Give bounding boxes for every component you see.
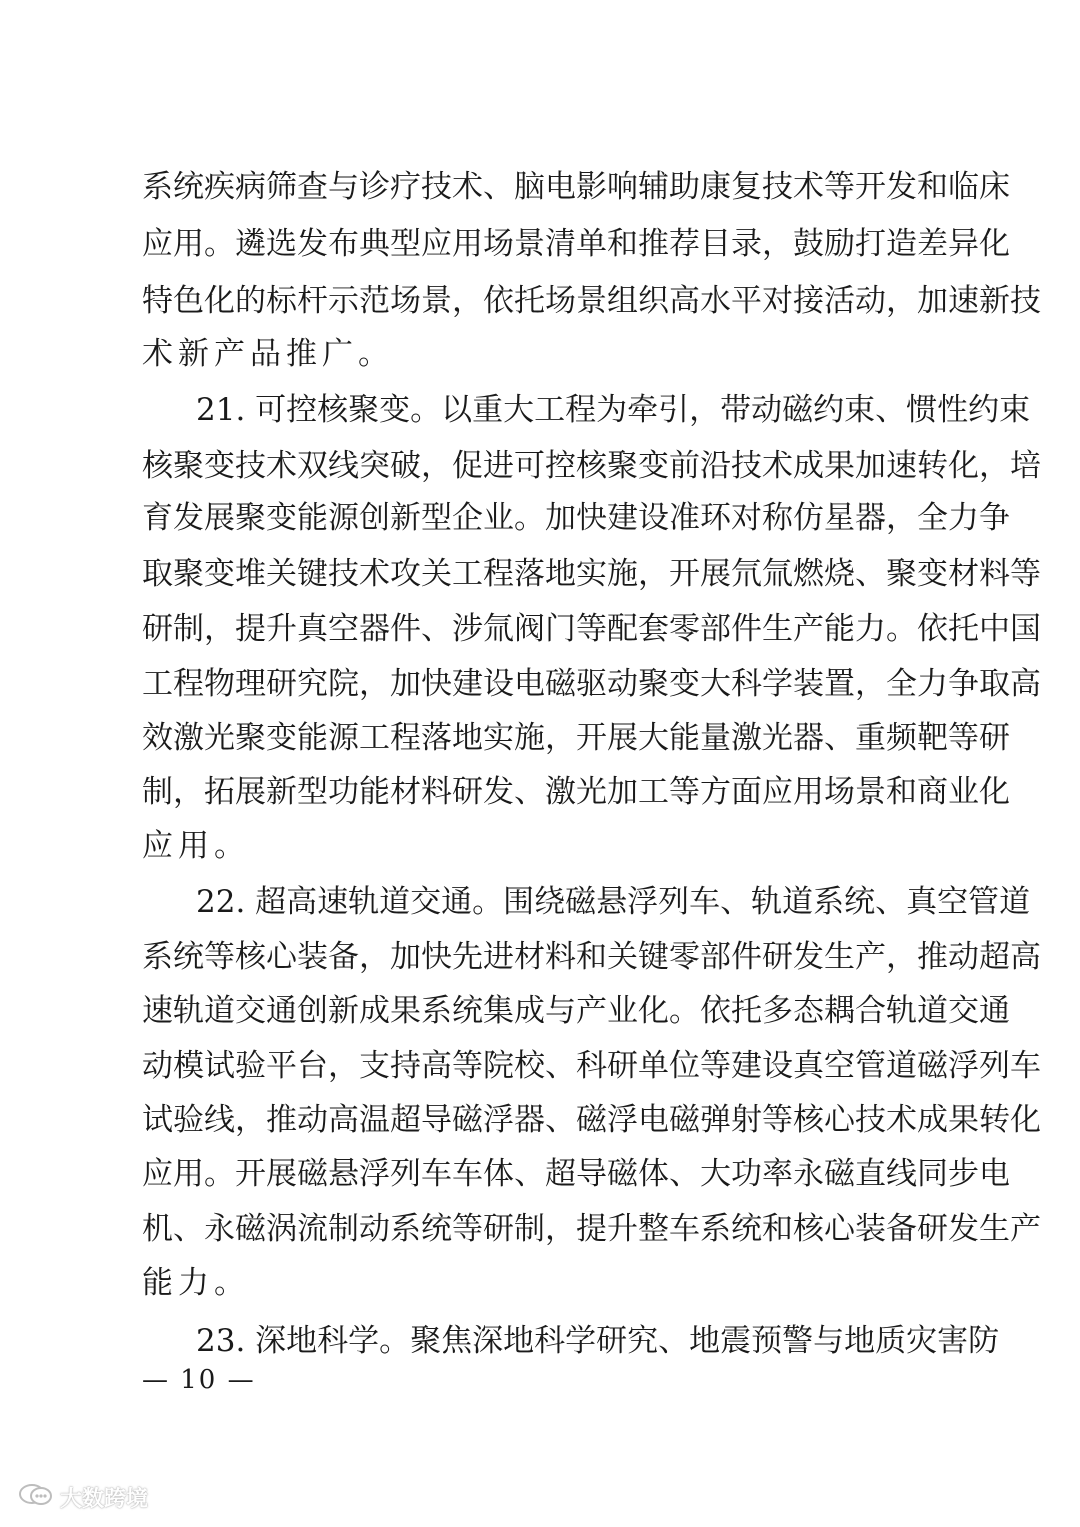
text-line: 速轨道交通创新成果系统集成与产业化。依托多态耦合轨道交通 [142,993,1010,1029]
text-line: 育发展聚变能源创新型企业。加快建设准环对称仿星器，全力争 [142,500,1010,536]
text-line: 试验线，推动高温超导磁浮器、磁浮电磁弹射等核心技术成果转化 [142,1102,1041,1138]
text-line: 特色化的标杆示范场景，依托场景组织高水平对接活动，加速新技 [142,283,1041,319]
text-line: 术新产品推广。 [142,336,394,372]
text-line: 研制，提升真空器件、涉氚阀门等配套零部件生产能力。依托中国 [142,611,1041,647]
page-number: — 10 — [142,1365,256,1395]
text-line: 系统等核心装备，加快先进材料和关键零部件研发生产，推动超高 [142,939,1041,975]
text-line: 取聚变堆关键技术攻关工程落地实施，开展氘氚燃烧、聚变材料等 [142,556,1041,592]
text-line: 应用。开展磁悬浮列车车体、超导磁体、大功率永磁直线同步电 [142,1156,1010,1192]
watermark [18,1480,148,1514]
text-line: 应用。 [142,828,250,864]
section-heading-line: 21. 可控核聚变。以重大工程为牵引，带动磁约束、惯性约束 [196,392,1031,428]
section-heading-line: 22. 超高速轨道交通。围绕磁悬浮列车、轨道系统、真空管道 [196,884,1031,920]
text-line: 应用。遴选发布典型应用场景清单和推荐目录，鼓励打造差异化 [142,226,1010,262]
chat-bubble-logo-icon [18,1481,54,1513]
text-line: 效激光聚变能源工程落地实施，开展大能量激光器、重频靶等研 [142,720,1010,756]
text-line: 能力。 [142,1265,250,1301]
text-line: 动模试验平台，支持高等院校、科研单位等建设真空管道磁浮列车 [142,1048,1041,1084]
text-line: 工程物理研究院，加快建设电磁驱动聚变大科学装置，全力争取高 [142,666,1041,702]
watermark-text: 大数跨境 [60,1486,149,1512]
text-line: 机、永磁涡流制动系统等研制，提升整车系统和核心装备研发生产 [142,1211,1041,1247]
text-line: 系统疾病筛查与诊疗技术、脑电影响辅助康复技术等开发和临床 [142,169,1010,205]
text-line: 制，拓展新型功能材料研发、激光加工等方面应用场景和商业化 [142,774,1010,810]
text-line: 核聚变技术双线突破，促进可控核聚变前沿技术成果加速转化，培 [142,448,1041,484]
section-heading-line: 23. 深地科学。聚焦深地科学研究、地震预警与地质灾害防 [196,1323,1000,1359]
